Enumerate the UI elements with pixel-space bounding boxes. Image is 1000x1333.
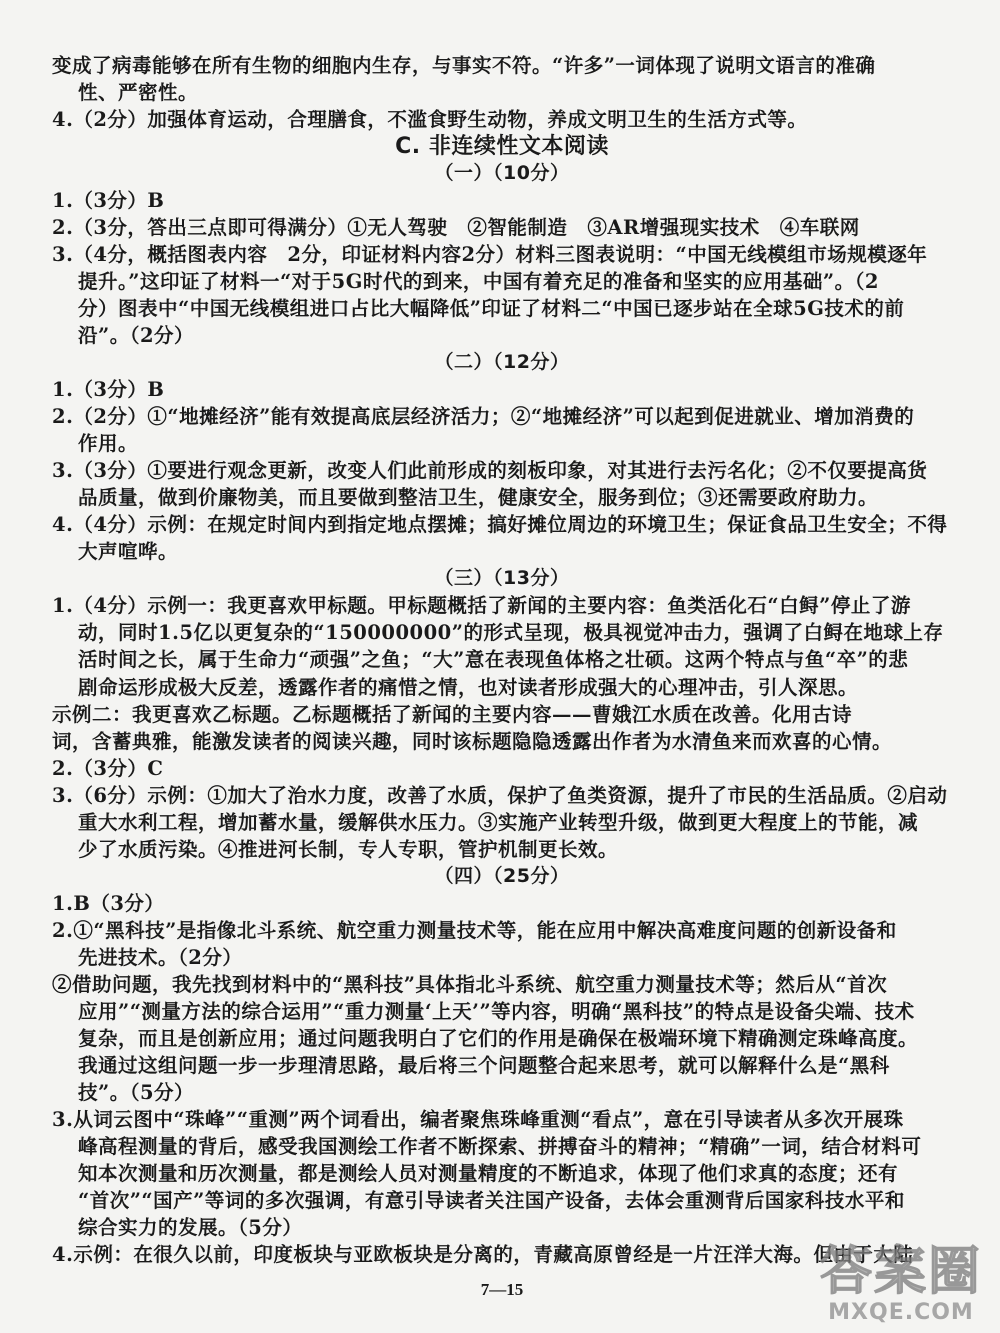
- text-line: 应用”“测量方法的综合运用”“重力测量‘上天’”等内容，明确“黑科技”的特点是设备尖端、技术: [78, 999, 915, 1023]
- text-line: 作用。: [78, 432, 139, 456]
- watermark-logo: 答案圈: [819, 1242, 982, 1302]
- text-line: 重大水利工程，增加蓄水量，缓解供水压力。③实施产业转型升级，做到更大程度上的节能，减: [78, 810, 919, 834]
- text-line: 复杂，而且是创新应用；通过问题我明白了它们的作用是确保在极端环境下精确测定珠峰高度。: [78, 1026, 919, 1050]
- text-line: 我通过这组问题一步一步理清思路，最后将三个问题整合起来思考，就可以解释什么是“黑科: [78, 1053, 890, 1077]
- text-line: 4.（2分）加强体育运动，合理膳食，不滥食野生动物，养成文明卫生的生活方式等。: [52, 108, 808, 132]
- text-line: 知本次测量和历次测量，都是测绘人员对测量精度的不断追求，体现了他们求真的态度；还有: [78, 1161, 899, 1185]
- text-line: 活时间之长，属于生命力“顽强”之鱼；“大”意在表现鱼体格之壮硕。这两个特点与鱼“卒”的悲: [78, 648, 909, 672]
- text-line: 先进技术。（2分）: [78, 945, 243, 969]
- watermark-url: MXQE.COM: [828, 1300, 974, 1325]
- text-line: 1.（4分）示例一：我更喜欢甲标题。甲标题概括了新闻的主要内容：鱼类活化石“白鲟”停止了游: [52, 594, 911, 618]
- page-number: 7—15: [480, 1280, 524, 1299]
- subsection-title: （三）（13分）: [434, 567, 570, 590]
- text-line: 动，同时1.5亿以更复杂的“150000000”的形式呈现，极具视觉冲击力，强调了白鲟在地球上存: [78, 621, 944, 645]
- text-line: 3.（3分）①要进行观念更新，改变人们此前形成的刻板印象，对其进行去污名化；②不仅要提高货: [52, 459, 928, 483]
- watermark: [820, 1243, 982, 1325]
- text-line: 3.（6分）示例：①加大了治水力度，改善了水质，保护了鱼类资源，提升了市民的生活品质。②启动: [52, 783, 948, 807]
- text-line: 少了水质污染。④推进河长制，专人专职，管护机制更长效。: [78, 837, 619, 861]
- text-line: 4.示例：在很久以前，印度板块与亚欧板块是分离的，青藏高原曾经是一片汪洋大海。但由于大陆: [52, 1242, 914, 1266]
- text-line: 示例二：我更喜欢乙标题。乙标题概括了新闻的主要内容——曹娥江水质在改善。化用古诗: [52, 702, 853, 726]
- text-line: 1.（3分）B: [52, 378, 165, 402]
- text-line: 2.（2分）①“地摊经济”能有效提高底层经济活力；②“地摊经济”可以起到促进就业、增加消费的: [52, 405, 915, 429]
- text-line: 2.①“黑科技”是指像北斗系统、航空重力测量技术等，能在应用中解决高难度问题的创新设备和: [52, 918, 897, 942]
- text-line: 剧命运形成极大反差，透露作者的痛惜之情，也对读者形成强大的心理冲击，引人深思。: [78, 675, 859, 699]
- text-line: 变成了病毒能够在所有生物的细胞内生存，与事实不符。“许多”一词体现了说明文语言的准确: [52, 54, 876, 77]
- text-line: 品质量，做到价廉物美，而且要做到整洁卫生，健康安全，服务到位；③还需要政府助力。: [78, 486, 879, 510]
- subsection-title: （二）（12分）: [434, 351, 570, 374]
- text-line: 1.（3分）B: [52, 189, 165, 213]
- text-line: 提升。”这印证了材料一“对于5G时代的到来，中国有着充足的准备和坚实的应用基础”。（2: [78, 270, 879, 294]
- text-line: ②借助问题，我先找到材料中的“黑科技”具体指北斗系统、航空重力测量技术等；然后从“首次: [52, 972, 888, 996]
- text-line: 3.从词云图中“珠峰”“重测”两个词看出，编者聚焦珠峰重测“看点”，意在引导读者从多次开展珠: [52, 1107, 904, 1131]
- text-line: 2.（3分）C: [52, 756, 164, 780]
- text-line: 4.（4分）示例：在规定时间内到指定地点摆摊；搞好摊位周边的环境卫生；保证食品卫生安全；不得: [52, 513, 948, 537]
- text-line: “首次”“国产”等词的多次强调，有意引导读者关注国产设备，去体会重测背后国家科技水平和: [78, 1188, 905, 1212]
- text-line: 峰高程测量的背后，感受我国测绘工作者不断探索、拼搏奋斗的精神；“精确”一词，结合材料可: [78, 1134, 922, 1158]
- text-line: 综合实力的发展。（5分）: [78, 1215, 303, 1239]
- text-line: 词，含蓄典雅，能激发读者的阅读兴趣，同时该标题隐隐透露出作者为水清鱼来而欢喜的心情。: [52, 729, 893, 753]
- answer-page: [52, 0, 952, 1333]
- text-line: 1.B（3分）: [52, 891, 165, 915]
- text-line: 大声喧哗。: [78, 540, 179, 564]
- section-title: C. 非连续性文本阅读: [395, 134, 609, 160]
- text-line: 技”。（5分）: [78, 1080, 195, 1104]
- text-line: 2.（3分，答出三点即可得满分）①无人驾驶 ②智能制造 ③AR增强现实技术 ④车联网: [52, 216, 860, 240]
- subsection-title: （一）（10分）: [434, 162, 570, 185]
- text-line: 性、严密性。: [78, 81, 199, 105]
- subsection-title: （四）（25分）: [434, 864, 570, 887]
- text-line: 沿”。（2分）: [78, 324, 195, 348]
- text-line: 3.（4分，概括图表内容 2分，印证材料内容2分）材料三图表说明：“中国无线模组市场规模逐年: [52, 243, 928, 267]
- text-line: 分）图表中“中国无线模组进口占比大幅降低”印证了材料二“中国已逐步站在全球5G技术的前: [78, 297, 905, 321]
